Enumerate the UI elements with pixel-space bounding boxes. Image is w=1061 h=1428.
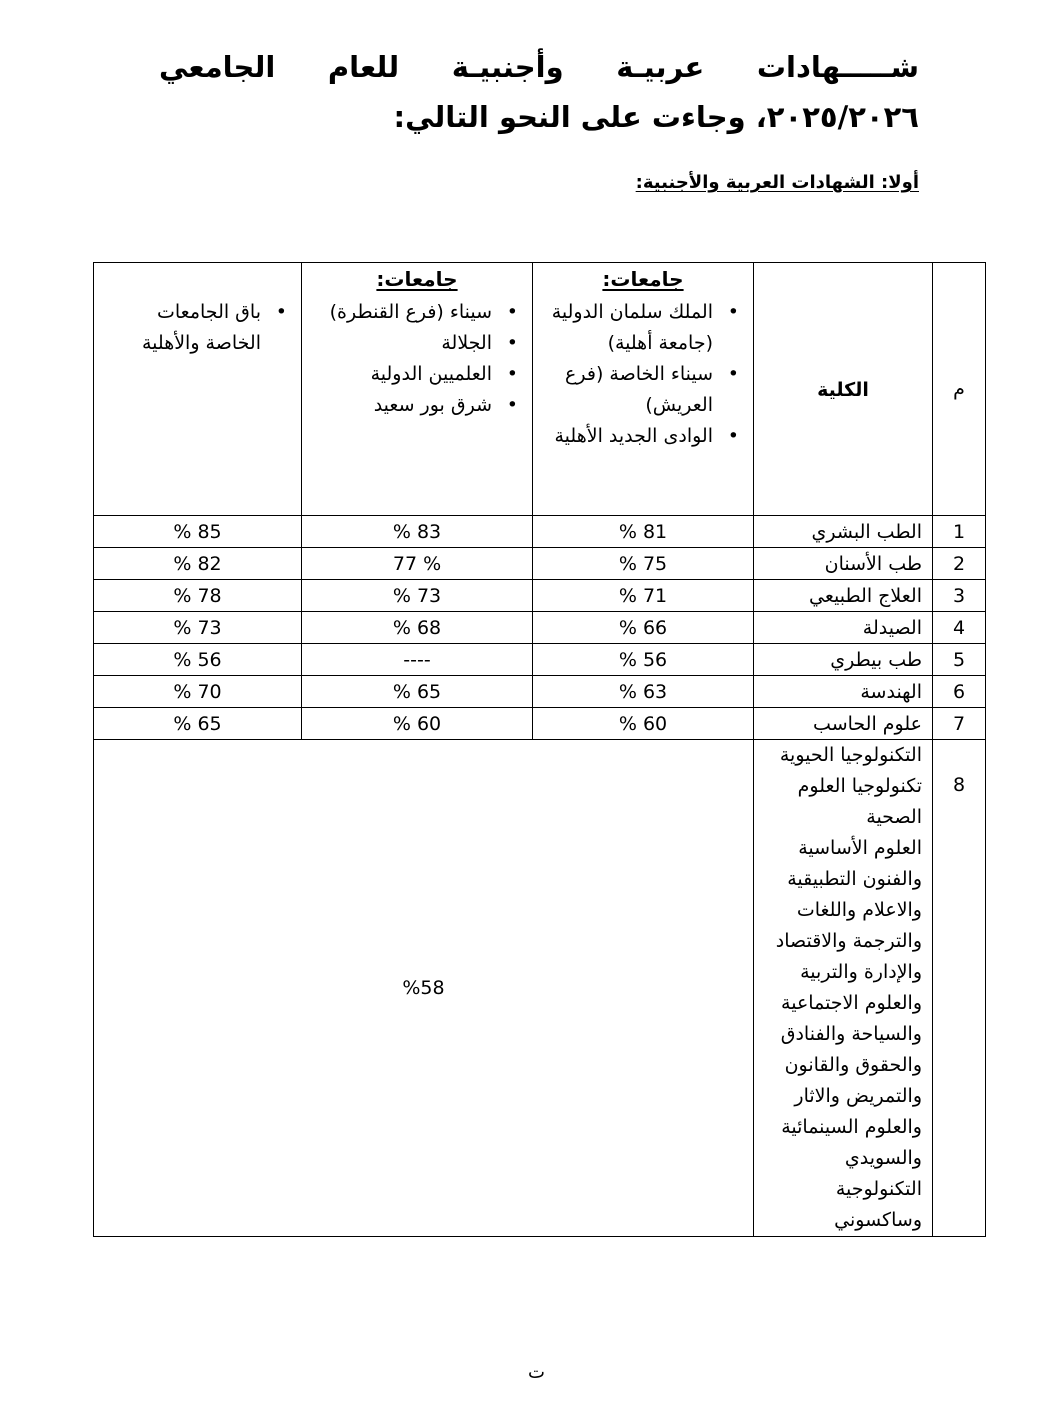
- percent-group-2: ----: [302, 644, 533, 676]
- list-item: • سيناء (فرع القنطرة): [312, 297, 522, 328]
- percent-group-1: % 75: [533, 548, 754, 580]
- row-number: 7: [933, 708, 986, 740]
- percent-group-2: % 73: [302, 580, 533, 612]
- row-number: 5: [933, 644, 986, 676]
- merged-percent: %58: [94, 740, 754, 1237]
- header-group-3: [94, 263, 302, 516]
- row-number: 4: [933, 612, 986, 644]
- header-faculty: الكلية: [754, 263, 933, 516]
- faculty-name: الهندسة: [754, 676, 933, 708]
- table-row: [94, 548, 986, 580]
- list-item: • شرق بور سعيد: [312, 390, 522, 421]
- percent-group-3: % 56: [94, 644, 302, 676]
- group-1-title: جامعات:: [602, 267, 684, 291]
- header-number: م: [933, 263, 986, 516]
- faculty-name: التكنولوجيا الحيوية: [779, 744, 922, 766]
- table-row: [94, 740, 986, 1237]
- faculty-name: طب الأسنان: [754, 548, 933, 580]
- percent-group-2: % 68: [302, 612, 533, 644]
- faculty-name: الصحية: [866, 806, 922, 828]
- faculty-name: والترجمة والاقتصاد: [775, 930, 922, 952]
- faculty-name: وساكسوني: [834, 1209, 922, 1231]
- faculty-name: تكنولوجيا العلوم: [797, 775, 922, 797]
- percent-group-2: % 60: [302, 708, 533, 740]
- faculty-name: والسويدي: [844, 1147, 922, 1169]
- table-row: [94, 644, 986, 676]
- percent-group-2: % 83: [302, 516, 533, 548]
- faculty-name: التكنولوجية: [835, 1178, 922, 1200]
- percent-group-2: 77 %: [302, 548, 533, 580]
- faculty-name: الصيدلة: [754, 612, 933, 644]
- list-item: • العلميين الدولية: [312, 359, 522, 390]
- percent-group-1: % 71: [533, 580, 754, 612]
- header-group-2: [302, 263, 533, 516]
- group-3-university-list: [104, 297, 291, 359]
- group-2-title: جامعات:: [376, 267, 458, 291]
- section-subtitle: أولا: الشهادات العربية والأجنبية:: [635, 172, 919, 193]
- faculty-name: والسياحة والفنادق: [780, 1023, 922, 1045]
- percent-group-1: % 81: [533, 516, 754, 548]
- table-row: [94, 612, 986, 644]
- group-1-university-list: [543, 297, 743, 452]
- page-mark: ت: [528, 1362, 545, 1383]
- faculty-name: العلوم الأساسية: [798, 837, 922, 859]
- percent-group-1: % 56: [533, 644, 754, 676]
- group-2-university-list: [312, 297, 522, 421]
- percent-group-3: % 65: [94, 708, 302, 740]
- percent-group-3: % 85: [94, 516, 302, 548]
- header-group-1: [533, 263, 754, 516]
- faculty-name: والعلوم الاجتماعية: [781, 992, 922, 1014]
- table-row: [94, 580, 986, 612]
- table-header-row: [94, 263, 986, 516]
- faculty-name: والعلوم السينمائية: [781, 1116, 922, 1138]
- admission-percentages-table: [93, 262, 986, 1237]
- faculty-name: والإدارة والتربية: [800, 961, 922, 983]
- percent-group-3: % 82: [94, 548, 302, 580]
- table-row: [94, 516, 986, 548]
- faculty-name: العلاج الطبيعي: [754, 580, 933, 612]
- list-item: • الجلالة: [312, 328, 522, 359]
- list-item: • الوادى الجديد الأهلية: [543, 421, 743, 452]
- row-number: 1: [933, 516, 986, 548]
- percent-group-1: % 63: [533, 676, 754, 708]
- faculty-list: [754, 740, 933, 1237]
- faculty-name: علوم الحاسب: [754, 708, 933, 740]
- row-number: 3: [933, 580, 986, 612]
- row-number: 8: [933, 740, 986, 1237]
- percent-group-3: % 70: [94, 676, 302, 708]
- faculty-name: طب بيطري: [754, 644, 933, 676]
- table-row: [94, 676, 986, 708]
- percent-group-1: % 66: [533, 612, 754, 644]
- faculty-name: والفنون التطبيقية: [787, 868, 922, 890]
- percent-group-3: % 78: [94, 580, 302, 612]
- table-row: [94, 708, 986, 740]
- faculty-name: والتمريض والاثار: [794, 1085, 922, 1107]
- row-number: 6: [933, 676, 986, 708]
- page-title: شـــــهادات عربيـة وأجنبيـة للعام الجامعي ٢٠٢٥/٢٠٢٦، وجاءت على النحو التالي:: [159, 50, 919, 134]
- percent-group-1: % 60: [533, 708, 754, 740]
- faculty-name: الطب البشري: [754, 516, 933, 548]
- row-number: 2: [933, 548, 986, 580]
- list-item: • باق الجامعات الخاصة والأهلية: [104, 297, 291, 359]
- percent-group-2: % 65: [302, 676, 533, 708]
- list-item: • سيناء الخاصة (فرع العريش): [543, 359, 743, 421]
- list-item: • الملك سلمان الدولية (جامعة أهلية): [543, 297, 743, 359]
- percent-group-3: % 73: [94, 612, 302, 644]
- faculty-name: والاعلام واللغات: [796, 899, 922, 921]
- faculty-name: والحقوق والقانون: [784, 1054, 922, 1076]
